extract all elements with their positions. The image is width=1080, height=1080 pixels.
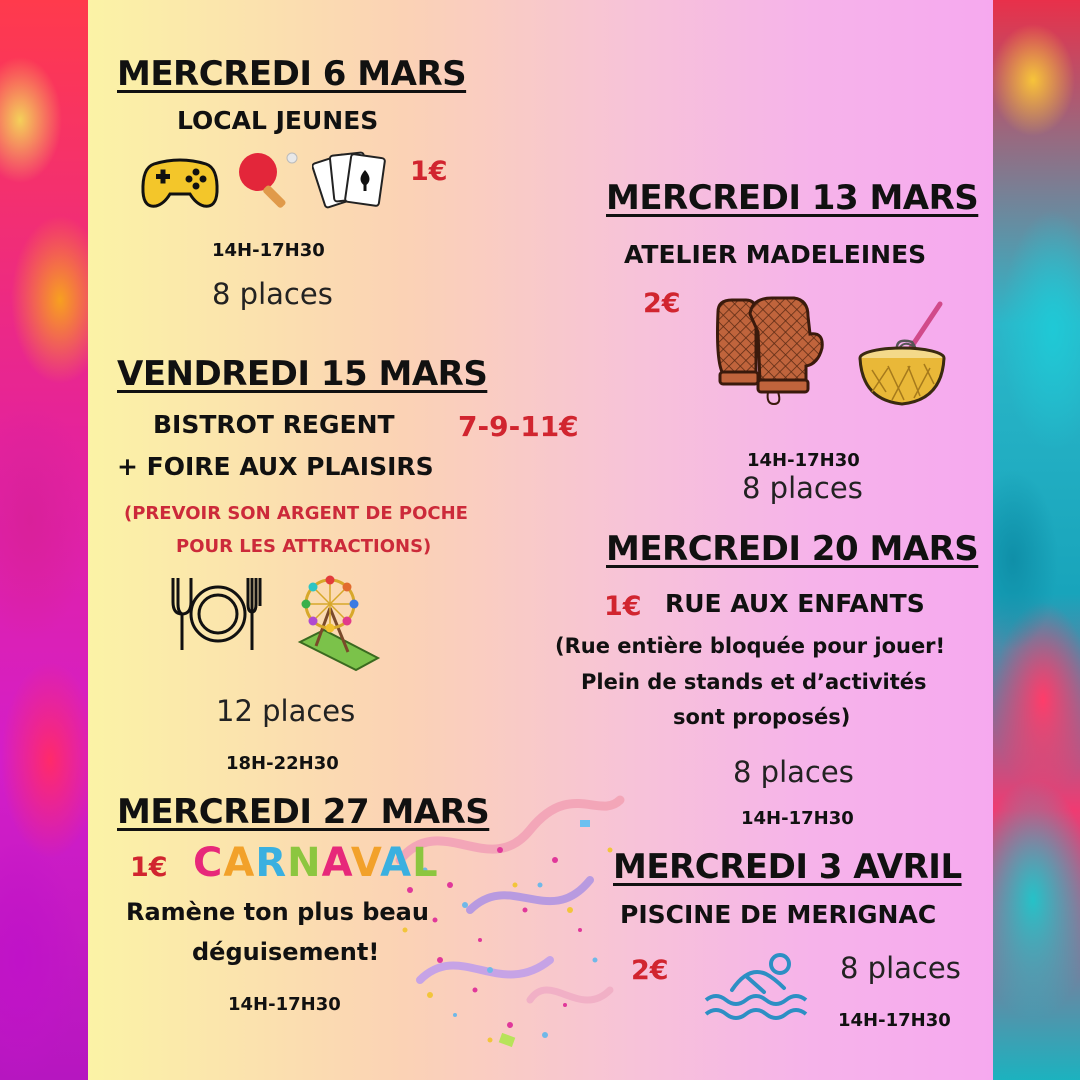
oven-mitts-icon [712, 292, 828, 408]
event-3-date: VENDREDI 15 MARS [117, 354, 488, 394]
event-4-places: 8 places [733, 755, 854, 789]
event-6-places: 8 places [840, 951, 961, 985]
event-3-time: 18H-22H30 [226, 753, 339, 774]
event-2-time: 14H-17H30 [747, 450, 860, 471]
event-5-price: 1€ [130, 852, 168, 883]
event-6-time: 14H-17H30 [838, 1010, 951, 1031]
event-3-note-line2: POUR LES ATTRACTIONS) [176, 536, 432, 557]
event-1-price: 1€ [410, 156, 448, 187]
plate-cutlery-icon [168, 574, 268, 654]
game-controller-icon [140, 152, 220, 212]
event-1-date: MERCREDI 6 MARS [117, 54, 467, 94]
event-2-title: ATELIER MADELEINES [624, 240, 927, 269]
event-1-places: 8 places [212, 277, 333, 311]
mixing-bowl-whisk-icon [856, 296, 948, 408]
swimmer-icon [704, 948, 816, 1028]
carnaval-logo: CARNAVAL [193, 840, 439, 886]
event-2-date: MERCREDI 13 MARS [606, 178, 979, 218]
event-6-title: PISCINE DE MERIGNAC [620, 900, 937, 929]
marbled-border-right [993, 0, 1080, 1080]
event-3-title-line1: BISTROT REGENT [153, 410, 395, 439]
event-4-title: RUE AUX ENFANTS [665, 589, 925, 618]
event-5-date: MERCREDI 27 MARS [117, 792, 490, 832]
event-4-desc-line1: (Rue entière bloquée pour jouer! [555, 634, 946, 658]
ping-pong-paddle-icon [236, 150, 302, 214]
event-6-price: 2€ [631, 955, 669, 986]
event-4-price: 1€ [604, 591, 642, 622]
event-3-title-line2: + FOIRE AUX PLAISIRS [117, 452, 434, 481]
event-4-desc-line2: Plein de stands et d’activités [581, 670, 927, 694]
event-5-desc-line2: déguisement! [192, 938, 380, 966]
event-3-places: 12 places [216, 694, 356, 728]
event-1-time: 14H-17H30 [212, 240, 325, 261]
event-4-desc-line3: sont proposés) [673, 705, 851, 729]
ferris-wheel-icon [296, 572, 382, 672]
event-2-places: 8 places [742, 471, 863, 505]
event-3-note-line1: (PREVOIR SON ARGENT DE POCHE [124, 503, 468, 524]
event-3-price: 7-9-11€ [458, 410, 579, 443]
event-4-time: 14H-17H30 [741, 808, 854, 829]
event-5-desc-line1: Ramène ton plus beau [126, 898, 429, 926]
event-5-time: 14H-17H30 [228, 994, 341, 1015]
marbled-border-left [0, 0, 88, 1080]
event-1-title: LOCAL JEUNES [177, 106, 379, 135]
event-6-date: MERCREDI 3 AVRIL [613, 847, 962, 887]
event-2-price: 2€ [643, 288, 681, 319]
playing-cards-icon [312, 148, 388, 214]
event-4-date: MERCREDI 20 MARS [606, 529, 979, 569]
